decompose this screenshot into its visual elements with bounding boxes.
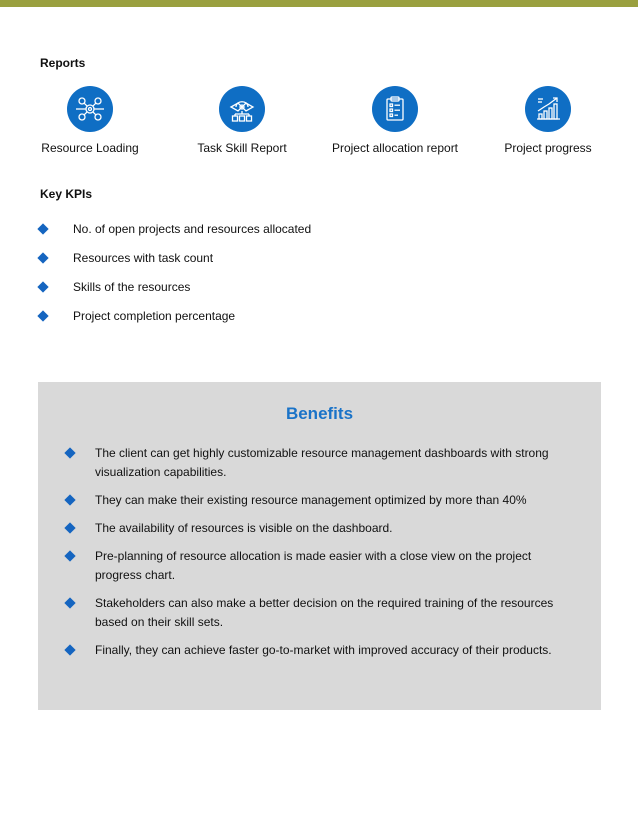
benefit-item: [66, 491, 566, 510]
benefit-text: The availability of resources is visible on the dashboard.: [95, 521, 393, 535]
benefit-text: Finally, they can achieve faster go-to-market with improved accuracy of their products.: [95, 643, 552, 657]
benefit-text: They can make their existing resource management optimized by more than 40%: [95, 493, 527, 507]
kpi-text: No. of open projects and resources allocated: [73, 221, 312, 236]
report-project-allocation: [320, 86, 470, 155]
benefit-item: [66, 547, 566, 585]
kpi-text: Skills of the resources: [73, 279, 191, 294]
report-label: Project allocation report: [331, 141, 459, 155]
network-people-icon: [67, 86, 113, 132]
growth-chart-icon: [525, 86, 571, 132]
kpi-text: Resources with task count: [73, 250, 214, 265]
diamond-bullet-icon: [37, 310, 48, 321]
benefit-item: [66, 519, 566, 538]
benefit-text: Pre-planning of resource allocation is made easier with a close view on the project progress chart.: [95, 549, 532, 582]
kpi-list: [36, 214, 311, 330]
report-resource-loading: [15, 86, 165, 155]
benefit-text: Stakeholders can also make a better decision on the required training of the resources based on their skill sets.: [95, 596, 554, 629]
diamond-bullet-icon: [64, 597, 75, 608]
benefit-text: The client can get highly customizable resource management dashboards with strong visualization capabilities.: [95, 446, 549, 479]
diamond-bullet-icon: [64, 447, 75, 458]
benefit-item: [66, 641, 566, 660]
benefits-panel: [38, 382, 601, 710]
report-label: Resource Loading: [41, 141, 139, 155]
diamond-bullet-icon: [64, 494, 75, 505]
reports-heading: Reports: [40, 56, 86, 70]
diamond-bullet-icon: [37, 223, 48, 234]
report-label: Project progress: [504, 141, 592, 155]
kpi-text: Project completion percentage: [73, 308, 236, 323]
report-project-progress: [473, 86, 623, 155]
diamond-bullet-icon: [64, 644, 75, 655]
report-label: Task Skill Report: [197, 141, 287, 155]
diamond-bullet-icon: [64, 522, 75, 533]
clipboard-checklist-icon: [372, 86, 418, 132]
diamond-bullet-icon: [37, 252, 48, 263]
benefit-item: [66, 594, 566, 632]
kpi-item: [36, 301, 311, 330]
diamond-bullet-icon: [64, 550, 75, 561]
kpi-item: [36, 272, 311, 301]
kpi-item: [36, 214, 311, 243]
benefit-item: [66, 444, 566, 482]
brain-skill-icon: [219, 86, 265, 132]
benefit-list: [66, 444, 566, 669]
report-task-skill: [167, 86, 317, 155]
top-accent-bar: [0, 0, 638, 7]
kpi-item: [36, 243, 311, 272]
benefits-title: Benefits: [285, 404, 354, 423]
diamond-bullet-icon: [37, 281, 48, 292]
kpis-heading: Key KPIs: [40, 187, 93, 201]
